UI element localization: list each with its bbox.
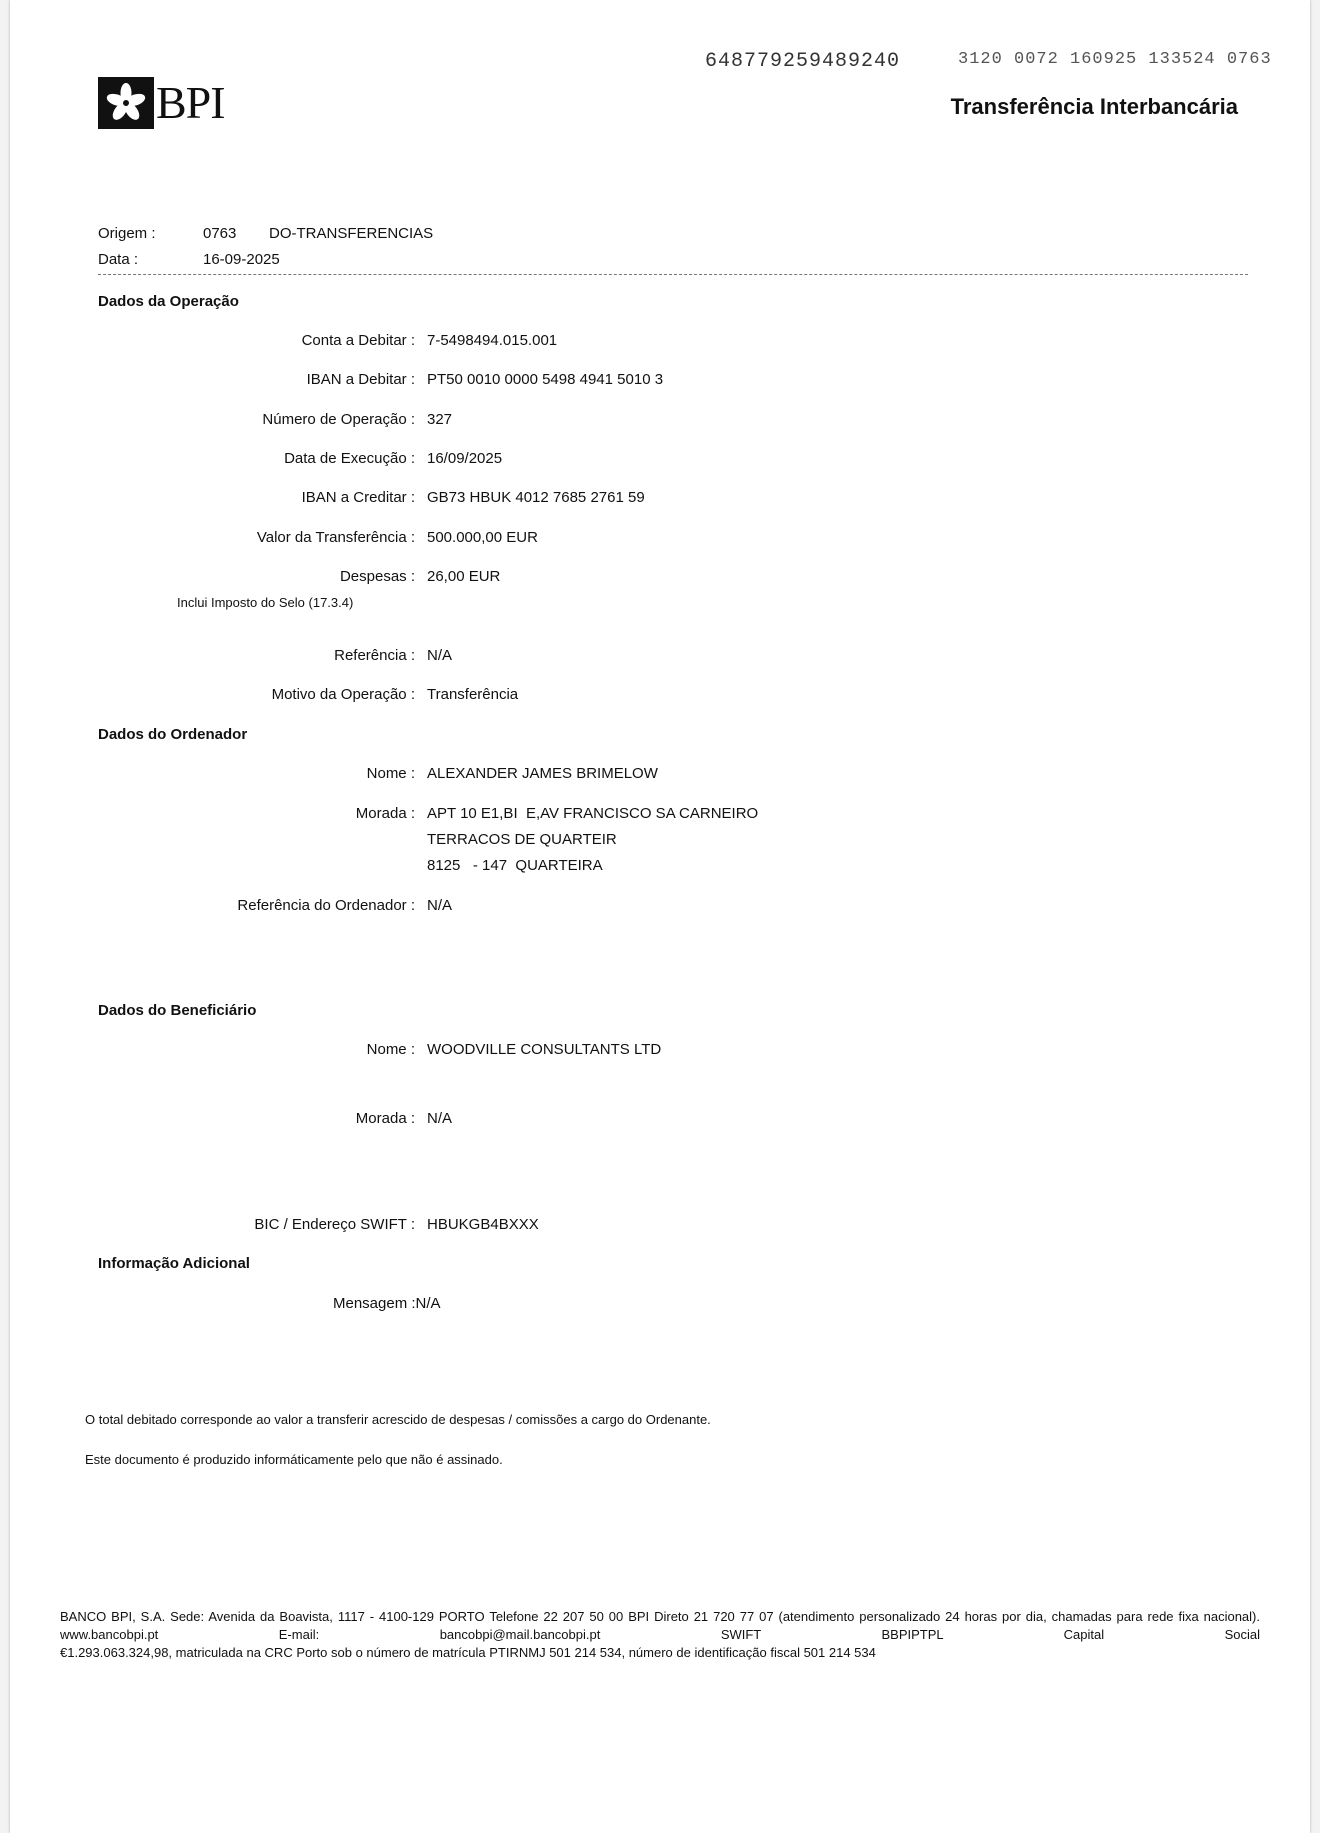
section-ordenador-title: Dados do Ordenador <box>98 726 248 743</box>
numero-operacao-value: 327 <box>427 411 453 428</box>
document-title: Transferência Interbancária <box>950 94 1238 119</box>
document-page <box>10 0 1310 1833</box>
beneficiario-nome-value: WOODVILLE CONSULTANTS LTD <box>427 1041 662 1058</box>
ordenador-nome-label: Nome : <box>366 765 415 782</box>
bic-swift-label: BIC / Endereço SWIFT : <box>254 1216 415 1233</box>
footer-legal-text-last-line: €1.293.063.324,98, matriculada na CRC Porto sob o número de matrícula PTIRNMJ 501 214 534, número de identificação fiscal 501 214 534 <box>60 1645 876 1660</box>
motivo-label: Motivo da Operação : <box>271 686 415 703</box>
data-execucao-label: Data de Execução : <box>284 450 415 467</box>
motivo-value: Transferência <box>427 686 519 703</box>
section-beneficiario-title: Dados do Beneficiário <box>98 1002 257 1019</box>
ordenador-ref-value: N/A <box>427 897 453 914</box>
section-operacao-title: Dados da Operação <box>98 293 239 310</box>
despesas-note: Inclui Imposto do Selo (17.3.4) <box>177 595 354 610</box>
signature-note: Este documento é produzido informáticamente pelo que não é assinado. <box>85 1452 503 1467</box>
iban-creditar-label: IBAN a Creditar : <box>301 489 415 506</box>
total-note: O total debitado corresponde ao valor a transferir acrescido de despesas / comissões a cargo do Ordenante. <box>85 1412 711 1427</box>
beneficiario-morada-value: N/A <box>427 1110 453 1127</box>
mensagem-label: Mensagem : <box>333 1295 416 1312</box>
document-number: 648779259489240 <box>705 50 901 73</box>
beneficiario-nome-label: Nome : <box>366 1041 415 1058</box>
origem-name: DO-TRANSFERENCIAS <box>269 225 434 242</box>
iban-debitar-value: PT50 0010 0000 5498 4941 5010 3 <box>427 371 664 388</box>
conta-debitar-value: 7-5498494.015.001 <box>427 332 558 349</box>
referencia-value: N/A <box>427 647 453 664</box>
origem-label: Origem : <box>98 225 156 242</box>
ordenador-morada-line2: TERRACOS DE QUARTEIR <box>427 831 617 848</box>
footer-legal-text: BANCO BPI, S.A. Sede: Avenida da Boavista, 1117 - 4100-129 PORTO Telefone 22 207 50 00 BPI Direto 21 720 77 07 (atendimento personalizado 24 horas por dia, chamadas para rede fixa nacional). www.bancobpi.pt E-mail: bancobpi@mail.bancobpi.pt SWIFT BBPIPTPL Capital Social <box>60 1609 1260 1642</box>
despesas-value: 26,00 EUR <box>427 568 501 585</box>
ordenador-morada-label: Morada : <box>355 805 415 822</box>
iban-debitar-label: IBAN a Debitar : <box>306 371 415 388</box>
valor-transferencia-label: Valor da Transferência : <box>256 529 415 546</box>
ordenador-morada-line3: 8125 - 147 QUARTEIRA <box>427 857 603 874</box>
ordenador-ref-label: Referência do Ordenador : <box>237 897 415 914</box>
section-adicional-title: Informação Adicional <box>98 1255 250 1272</box>
ordenador-morada-line1: APT 10 E1,BI E,AV FRANCISCO SA CARNEIRO <box>427 805 759 822</box>
data-value: 16-09-2025 <box>203 251 280 268</box>
origem-code: 0763 <box>203 225 237 242</box>
bpi-logo <box>98 77 243 129</box>
despesas-label: Despesas : <box>339 568 415 585</box>
bic-swift-value: HBUKGB4BXXX <box>427 1216 539 1233</box>
conta-debitar-label: Conta a Debitar : <box>301 332 415 349</box>
flower-logo-icon <box>98 77 154 129</box>
numero-operacao-label: Número de Operação : <box>262 411 415 428</box>
mensagem-row <box>333 1295 441 1312</box>
beneficiario-morada-label: Morada : <box>355 1110 415 1127</box>
reference-line: 3120 0072 160925 133524 0763 <box>958 50 1272 69</box>
referencia-label: Referência : <box>334 647 415 664</box>
dashed-divider <box>98 274 1248 275</box>
ordenador-nome-value: ALEXANDER JAMES BRIMELOW <box>427 765 658 782</box>
data-label: Data : <box>98 251 139 268</box>
iban-creditar-value: GB73 HBUK 4012 7685 2761 59 <box>427 489 645 506</box>
valor-transferencia-value: 500.000,00 EUR <box>427 529 538 546</box>
data-execucao-value: 16/09/2025 <box>427 450 503 467</box>
logo-text: BPI <box>156 77 225 128</box>
mensagem-value: N/A <box>415 1295 441 1312</box>
